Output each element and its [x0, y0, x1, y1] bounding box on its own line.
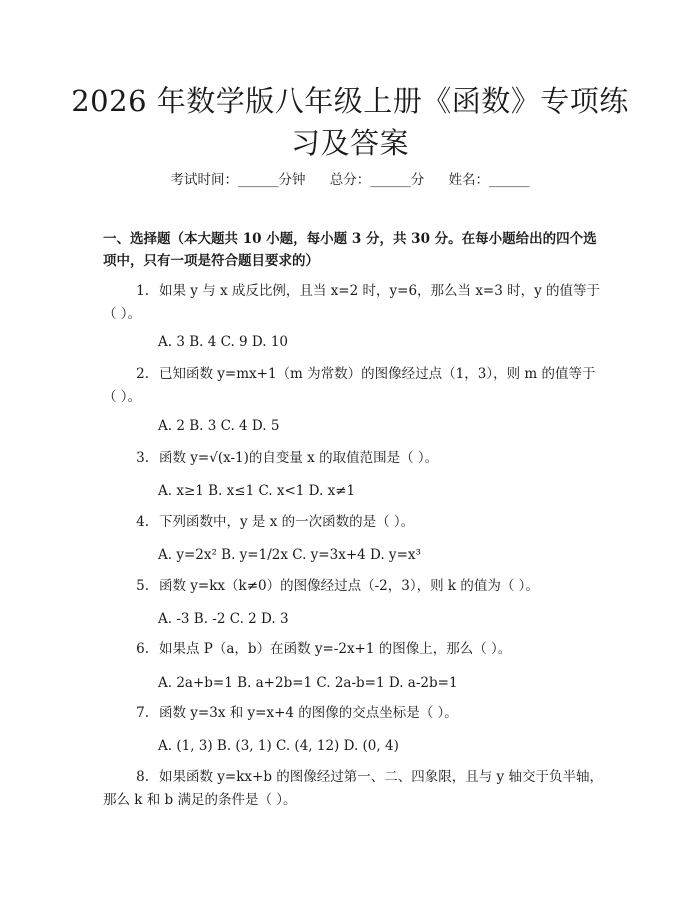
question-text: 函数 y=kx（k≠0）的图像经过点（-2，3），则 k 的值为（ ）。	[159, 578, 539, 594]
question-number: 5.	[136, 578, 149, 594]
exam-time: 考试时间：______分钟	[170, 172, 306, 188]
section-heading: 一、选择题（本大题共 10 小题，每小题 3 分，共 30 分。在每小题给出的四个选项中，只有一项是符合题目要求的）	[103, 231, 597, 269]
question-8	[103, 766, 603, 812]
question-1-options: A. 3 B. 4 C. 9 D. 10	[158, 334, 289, 350]
question-4-options: A. y=2x² B. y=1/2x C. y=3x+4 D. y=x³	[158, 547, 421, 563]
question-6-options: A. 2a+b=1 B. a+2b=1 C. 2a-b=1 D. a-2b=1	[158, 675, 458, 691]
page-title: 2026 年数学版八年级上册《函数》专项练习及答案	[71, 84, 629, 160]
question-text: 如果点 P（a，b）在函数 y=-2x+1 的图像上，那么（ ）。	[159, 641, 512, 657]
question-number: 4.	[136, 514, 149, 530]
question-2	[103, 363, 603, 409]
question-7-options: A. (1, 3) B. (3, 1) C. (4, 12) D. (0, 4)	[158, 738, 399, 754]
question-1	[103, 280, 603, 326]
question-text: 下列函数中，y 是 x 的一次函数的是（ ）。	[159, 514, 415, 530]
exam-meta	[0, 168, 700, 188]
question-number: 7.	[136, 705, 149, 721]
question-number: 6.	[136, 641, 149, 657]
question-text: 函数 y=3x 和 y=x+4 的图像的交点坐标是（ ）。	[159, 705, 458, 721]
exam-name: 姓名：______	[448, 172, 530, 188]
question-5	[103, 575, 603, 598]
exam-score: 总分：______分	[329, 172, 425, 188]
question-3-options: A. x≥1 B. x≤1 C. x<1 D. x≠1	[158, 483, 356, 499]
question-number: 8.	[136, 769, 149, 785]
question-4	[103, 511, 603, 534]
question-3	[103, 447, 603, 470]
question-5-options: A. -3 B. -2 C. 2 D. 3	[158, 611, 289, 627]
question-text: 已知函数 y=mx+1（m 为常数）的图像经过点（1，3），则 m 的值等于（ ）。	[103, 366, 596, 405]
question-number: 1.	[136, 283, 149, 299]
question-7	[103, 702, 603, 725]
question-text: 如果 y 与 x 成反比例，且当 x=2 时，y=6，那么当 x=3 时，y 的值等于（ ）。	[103, 283, 601, 322]
question-number: 3.	[136, 450, 149, 466]
question-text: 函数 y=√(x-1)的自变量 x 的取值范围是（ ）。	[159, 450, 439, 466]
question-number: 2.	[136, 366, 149, 382]
question-2-options: A. 2 B. 3 C. 4 D. 5	[158, 418, 280, 434]
question-text: 如果函数 y=kx+b 的图像经过第一、二、四象限，且与 y 轴交于负半轴，那么 k 和 b 满足的条件是（ ）。	[103, 769, 603, 808]
question-6	[103, 638, 603, 661]
